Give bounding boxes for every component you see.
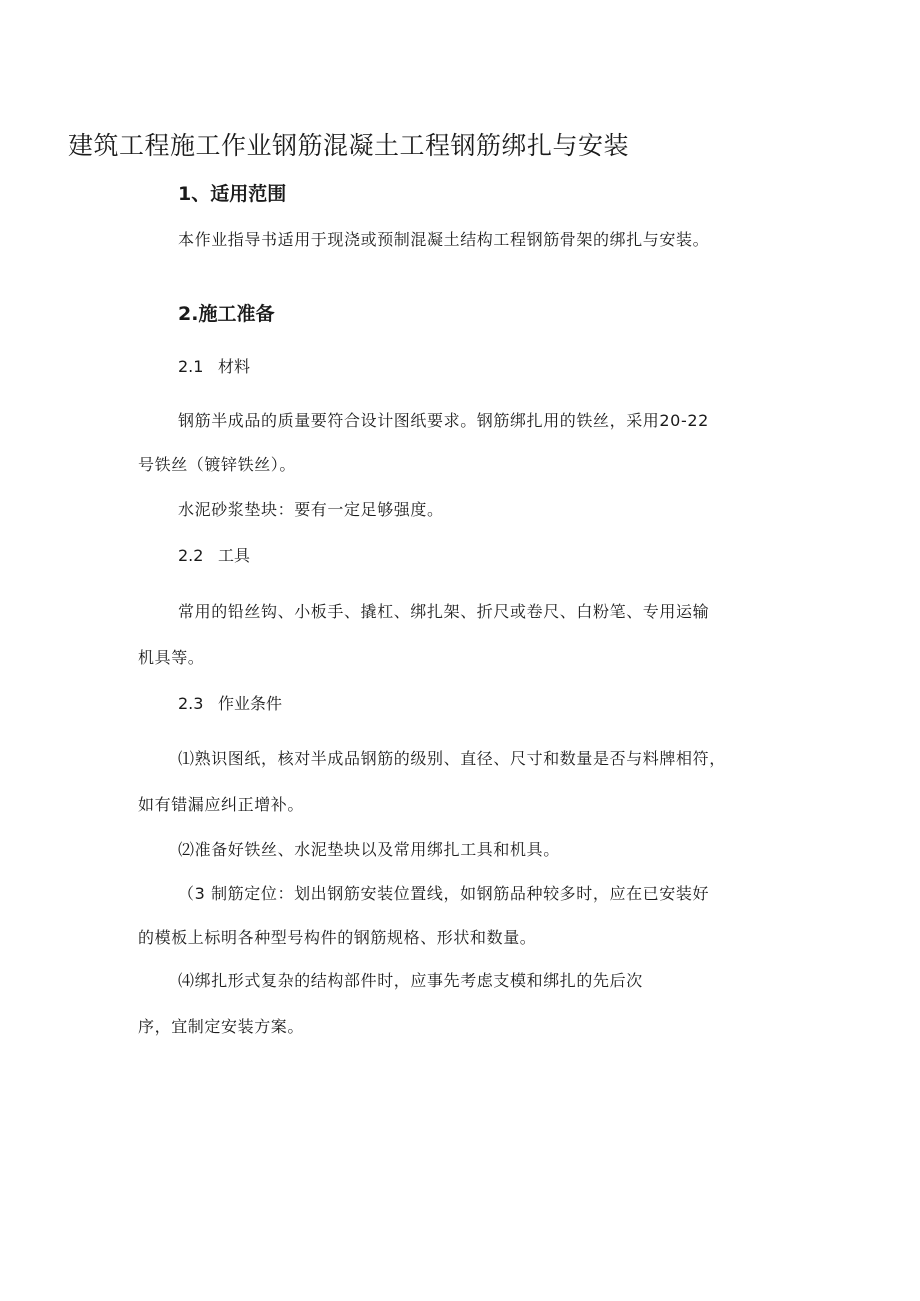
section-heading-preparation: 2.施工准备 xyxy=(178,303,275,325)
subheading-label: 作业条件 xyxy=(218,694,283,713)
subheading-materials xyxy=(178,354,250,380)
condition-2: ⑵准备好铁丝、水泥垫块以及常用绑扎工具和机具。 xyxy=(178,840,560,859)
condition-3-line1 xyxy=(178,881,709,907)
subheading-label: 工具 xyxy=(218,546,251,565)
paragraph-mortar-blocks: 水泥砂浆垫块：要有一定足够强度。 xyxy=(178,500,444,519)
condition-4-line2: 序，宜制定安装方案。 xyxy=(138,1017,305,1036)
subheading-number: 2.2 xyxy=(178,546,204,565)
text-run: 钢筋半成品的质量要符合设计图纸要求。钢筋绑扎用的铁丝，采用 xyxy=(178,411,660,430)
subheading-number: 2.1 xyxy=(178,357,204,376)
condition-3-prefix: （3 xyxy=(178,884,206,903)
paragraph-scope: 本作业指导书适用于现浇或预制混凝土结构工程钢筋骨架的绑扎与安装。 xyxy=(178,230,710,249)
condition-1-line1: ⑴熟识图纸，核对半成品钢筋的级别、直径、尺寸和数量是否与料牌相符， xyxy=(178,749,726,768)
document-title: 建筑工程施工作业钢筋混凝土工程钢筋绑扎与安装 xyxy=(68,131,630,160)
subheading-tools xyxy=(178,543,250,569)
subheading-number: 2.3 xyxy=(178,694,204,713)
text-run: 制筋定位：划出钢筋安装位置线，如钢筋品种较多时，应在已安装好 xyxy=(211,884,710,903)
paragraph-tools-line2: 机具等。 xyxy=(138,648,205,667)
condition-3-line2: 的模板上标明各种型号构件的钢筋规格、形状和数量。 xyxy=(138,928,537,947)
paragraph-tools-line1: 常用的铅丝钩、小板手、撬杠、绑扎架、折尺或卷尺、白粉笔、专用运输 xyxy=(178,602,710,621)
condition-1-line2: 如有错漏应纠正增补。 xyxy=(138,795,305,814)
wire-gauge: 20-22 xyxy=(659,411,709,430)
section-heading-scope: 1、适用范围 xyxy=(178,183,287,205)
paragraph-materials-line1 xyxy=(178,408,709,434)
subheading-label: 材料 xyxy=(218,357,251,376)
subheading-conditions xyxy=(178,691,282,717)
paragraph-materials-line2: 号铁丝（镀锌铁丝）。 xyxy=(138,455,297,474)
condition-4-line1: ⑷绑扎形式复杂的结构部件时，应事先考虑支模和绑扎的先后次 xyxy=(178,971,643,990)
